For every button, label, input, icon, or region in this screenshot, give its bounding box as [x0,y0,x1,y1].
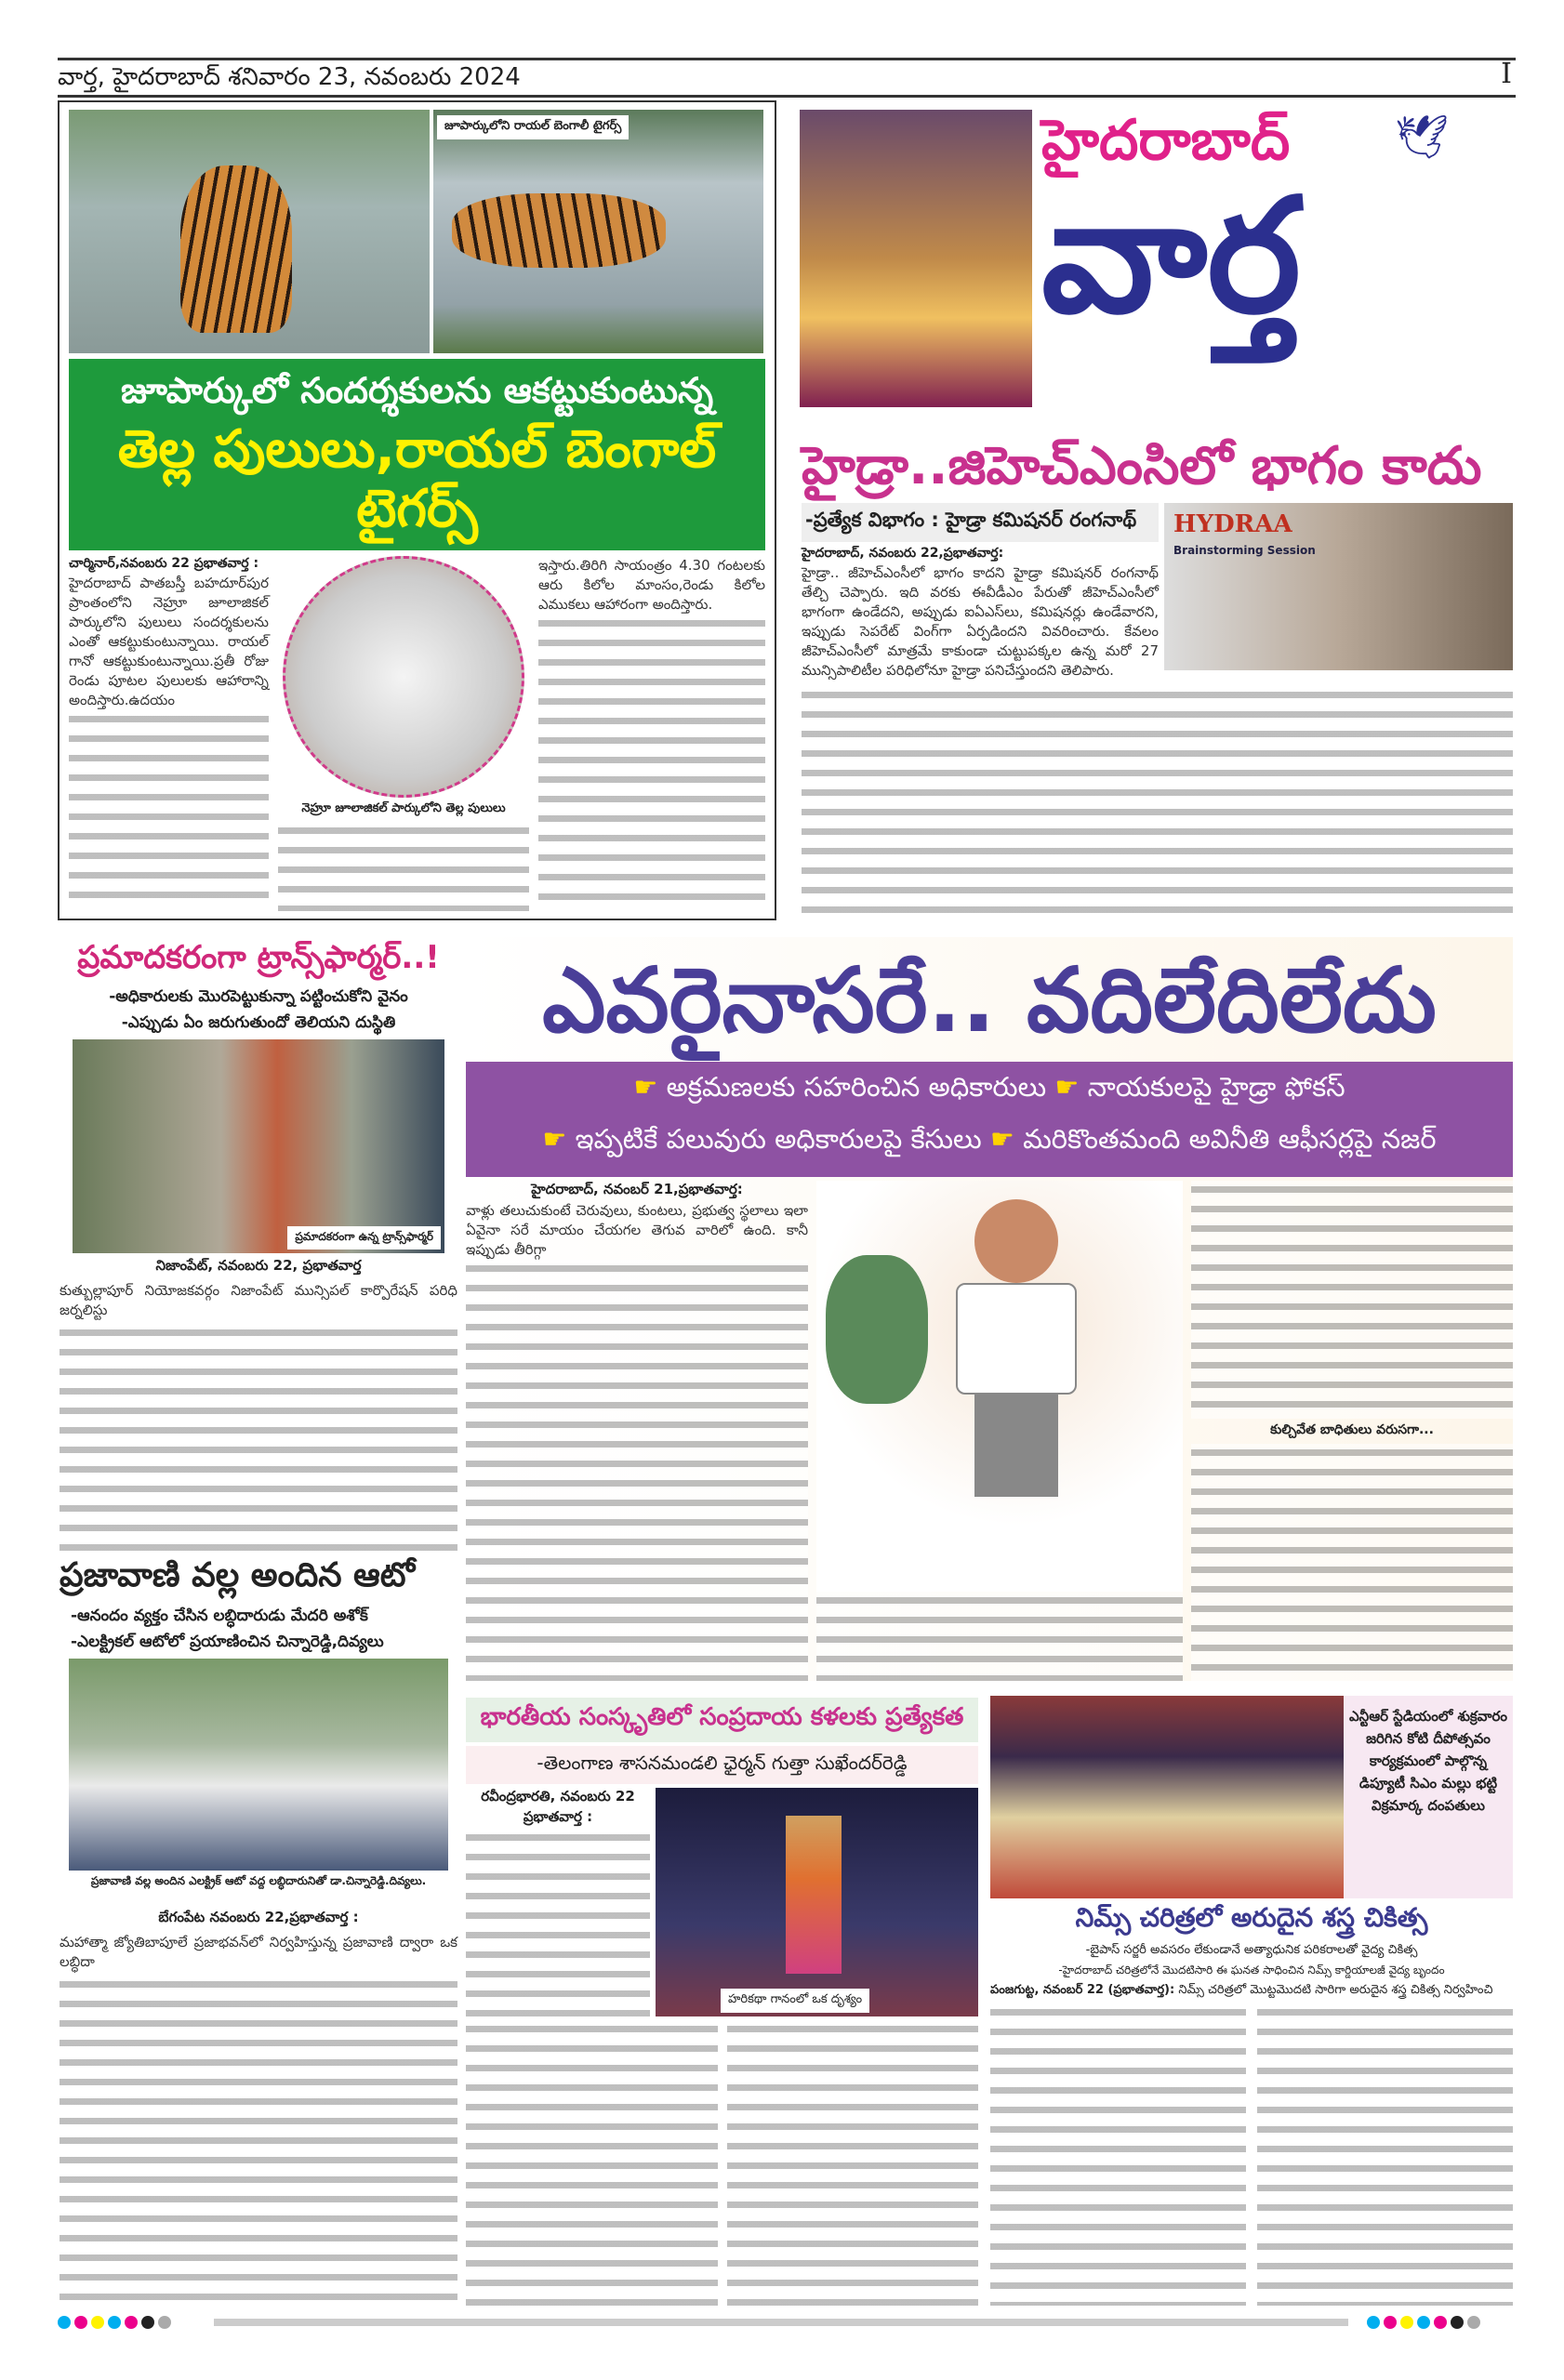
registration-dot [158,2316,171,2329]
tigers-body-2: ఇస్తారు.తిరిగి సాయంత్రం 4.30 గంటలకు ఆరు కిలోల మాంసం,రెండు కిలోల ఎముకలు ఆహారంగా అందిస్తారు. [538,557,765,614]
pointing-hand-icon: ☛ [542,1123,567,1155]
tiger-photo-1 [69,110,430,353]
culture-body-side [466,1829,650,2016]
masthead-name: వార్త [1041,165,1301,349]
pointing-hand-icon: ☛ [633,1071,658,1103]
transformer-headline: ప్రమాదకరంగా ట్రాన్స్‌ఫార్మర్..! [77,939,440,976]
registration-dot [141,2316,154,2329]
registration-dot [58,2316,71,2329]
white-tiger-photo [283,556,524,798]
nims-body-col2 [1257,2003,1513,2306]
transformer-sub-2: -ఎప్పుడు ఏం జరుగుతుందో తెలియని దుస్థితి [121,1013,396,1032]
masthead-city: హైదరాబాద్ [1041,108,1291,173]
registration-marks-left [58,2315,175,2333]
prajavani-sub-1: -ఆనందం వ్యక్తం చేసిన లబ్ధిదారుడు మేదరి అశోక్ [71,1606,368,1625]
deepotsavam-photo [990,1696,1344,1898]
nims-headline: నిమ్స్ చరిత్రలో అరుదైన శస్త్ర చికిత్స [1075,1902,1428,1933]
hydraa-body: హైడ్రా.. జీహెచ్ఎంసీలో భాగం కాదని హైడ్రా కమిషనర్ రంగనాథ్ తేల్చి చెప్పారు. ఇది వరకు ఈవీడీఎం పేరుతో జీహెచ్ఎంసీలో భాగంగా ఉండేదని, అప్పుడు ఐఏఎస్‌లు, కమిషనర్లు ఉండేవారని, ఇప్పుడు సెపరేట్ వింగ్‌గా ఏర్పడిందని వివరించారు. కేవలం జీహెచ్ఎంసీలో మాత్రమే కాకుండా చుట్టుపక్కల ఉన్న మరో 27 మున్సిపాలిటీల పరిధిలోనూ హైడ్రా పనిచేస్తుందని తెలిపారు. [802,564,1159,680]
tigers-body-2-cont [538,615,765,911]
tiger-photo-2 [433,110,763,353]
registration-bar [214,2319,1348,2326]
nims-sub-1: -బైపాస్ సర్జరీ అవసరం లేకుండానే అత్యాధునిక పరికరాలతో వైద్య చికిత్స [1085,1943,1418,1957]
registration-dot [1367,2316,1380,2329]
lead-body-right-cont [1191,1444,1513,1682]
hydraa-body-cont [802,686,1513,916]
tigers-headline: తెల్ల పులులు,రాయల్ బెంగాల్ టైగర్స్ [117,418,717,539]
transformer-body: కుత్బుల్లాపూర్ నియోజకవర్గం నిజాంపేట్ మున్సిపల్ కార్పొరేషన్ పరిధి జర్నలిస్టు [60,1282,457,1318]
registration-dot [1417,2316,1430,2329]
lead-body-mid [816,1592,1183,1681]
prajavani-body: మహాత్మా జ్యోతిబాపూలే ప్రజాభవన్‌లో నిర్వహిస్తున్న ప్రజావాణి ద్వారా ఒక లబ్ధిదా [60,1934,457,1970]
culture-subhead: -తెలంగాణ శాసనమండలి ఛైర్మన్ గుత్తా సుఖేందర్‌రెడ్డి [466,1746,978,1784]
lead-bullet-3: ఇప్పటికే పలువురు అధికారులపై కేసులు [575,1123,982,1155]
lead-body: వాళ్లు తలుచుకుంటే చెరువులు, కుంటలు, ప్రభుత్వ స్థలాలు ఇలా ఏవైనా సరే మాయం చేయగల తెగువ వారిలో ఉంది. కానీ ఇప్పుడు తీరిగ్గా [466,1202,808,1258]
registration-dot [91,2316,104,2329]
lead-headline: ఎవరైనాసరే.. వదిలేదిలేదు [542,948,1437,1052]
hydraa-banner-sub: Brainstorming Session [1173,544,1316,558]
lead-bullet-2: నాయకులపై హైడ్రా ఫోకస్ [1087,1071,1345,1103]
hydraa-dateline: హైదరాబాద్, నవంబరు 22,ప్రభాతవార్త: [802,546,1004,562]
registration-dot [108,2316,121,2329]
registration-marks-right [1367,2315,1484,2333]
header-rule [58,95,1516,98]
registration-dot [1451,2316,1464,2329]
pointing-hand-icon: ☛ [989,1123,1014,1155]
nims-body-col1 [990,2003,1246,2306]
lead-dateline: హైదరాబాద్, నవంబర్ 21,ప్రభాతవార్త: [531,1181,743,1197]
lead-bullets-band [466,1062,1513,1177]
registration-dot [74,2316,87,2329]
pointing-hand-icon: ☛ [1054,1071,1080,1103]
transformer-dateline: నిజాంపేట్, నవంబరు 22, ప్రభాతవార్త [155,1257,362,1274]
tigers-body: హైదరాబాద్ పాతబస్తీ బహదూర్‌పుర ప్రాంతంలోని నెహ్రూ జూలాజికల్ పార్కులోని పులులు సందర్శకులను ఎంతో ఆకట్టుకుంటున్నాయి. రాయల్ గానో ఆకట్టుకుంటున్నాయి.ప్రతీ రోజు రెండు పూటల పులులకు ఆహారాన్ని అందిస్తారు.ఉదయం [69,575,269,709]
culture-dateline: రవీంద్రభారతి, నవంబరు 22 ప్రభాతవార్త : [481,1788,635,1825]
page-dateline: వార్త, హైదరాబాద్ శనివారం 23, నవంబరు 2024 [58,63,521,91]
registration-dot [1384,2316,1397,2329]
lead-body-right [1191,1181,1513,1419]
transformer-photo-caption: ప్రమాదకరంగా ఉన్న ట్రాన్స్‌ఫార్మర్ [287,1226,441,1250]
lead-story [466,937,1513,1681]
culture-body-col1 [466,2020,718,2306]
lead-bullet-1: అక్రమణలకు సహరించిన అధికారులు [666,1071,1047,1103]
white-tiger-caption: నెహ్రూ జూలాజికల్ పార్కులోని తెల్ల పులులు [301,801,506,816]
lead-body-cont [466,1260,808,1681]
corruption-cartoon [816,1181,1183,1592]
prajavani-body-cont [60,1976,457,2304]
tigers-body-mid [278,822,529,911]
tigers-story [58,100,776,920]
registration-dot [1434,2316,1447,2329]
deepotsavam-caption: ఎన్టీఆర్ స్టేడియంలో శుక్రవారం జరిగిన కోటి దీపోత్సవం కార్యక్రమంలో పాల్గొన్న డిప్యూటీ సిఎం మల్లు భట్టి విక్రమార్క దంపతులు [1344,1696,1513,1898]
charminar-photo [800,110,1032,407]
transformer-photo [73,1039,444,1253]
harikatha-photo [656,1788,978,2016]
nims-body: నిమ్స్ చరిత్రలో మొట్టమొదటి సారిగా అరుదైన శస్త్ర చికిత్స నిర్వహించి [1178,1983,1493,1997]
hydraa-headline: హైడ్రా..జిహెచ్ఎంసిలో భాగం కాదు [802,436,1482,496]
hydraa-banner-text: HYDRAA [1173,510,1292,539]
tigers-dateline: చార్మినార్,నవంబరు 22 ప్రభాతవార్త : [69,556,259,572]
hydraa-meeting-photo [1164,503,1513,670]
registration-dot [1400,2316,1413,2329]
prajavani-sub-2: -ఎలక్ట్రికల్ ఆటోలో ప్రయాణించిన చిన్నారెడ్డి,దివ్యలు [71,1633,384,1651]
tigers-headline-band [69,359,765,550]
tigers-body-cont [69,710,269,911]
lead-bullet-4: మరికొంతమంది అవినీతి ఆఫీసర్లపై నజర్ [1023,1123,1437,1155]
tigers-kicker: జూపార్కులో సందర్శకులను ఆకట్టుకుంటున్న [121,370,713,411]
tiger-photo-caption: జూపార్కులోని రాయల్ బెంగాలీ టైగర్స్ [437,115,629,139]
transformer-body-cont [60,1324,457,1551]
culture-headline: భారతీయ సంస్కృతిలో సంప్రదాయ కళలకు ప్రత్యేకత [466,1698,978,1742]
registration-dot [1467,2316,1480,2329]
dove-icon: 🕊 [1395,112,1450,162]
nims-sub-2: -హైదరాబాద్ చరిత్రలోనే మొదటిసారి ఈ ఘనత సాధించిన నిమ్స్ కార్డియాలజీ వైద్య బృందం [1058,1964,1445,1977]
prajavani-headline: ప్రజావాణి వల్ల అందిన ఆటో [60,1556,416,1594]
transformer-sub-1: -అధికారులకు మొరపెట్టుకున్నా పట్టించుకోని వైనం [109,987,408,1006]
page-number: I [1501,58,1512,90]
hydraa-subhead: -ప్రత్యేక విభాగం : హైడ్రా కమిషనర్ రంగనాథ్ [802,503,1159,542]
top-rule [58,58,1516,60]
harikatha-caption: హరికథా గానంలో ఒక దృశ్యం [721,1989,869,2013]
nims-dateline: పంజగుట్ట, నవంబర్ 22 (ప్రభాతవార్త): [990,1983,1175,1997]
culture-body-col2 [727,2020,979,2306]
registration-dot [125,2316,138,2329]
prajavani-photo-caption: ప్రజావాణి వల్ల అందిన ఎలక్ట్రిక్ ఆటో వద్ద లబ్ధిదారునితో డా.చిన్నారెడ్డి.దివ్యలు. [90,1874,427,1887]
lead-subhead-2: కుల్చివేత బాధితులు వరుసగా... [1270,1421,1434,1437]
prajavani-photo [69,1659,448,1871]
prajavani-dateline: బేగంపేట నవంబరు 22,ప్రభాతవార్త : [158,1909,359,1925]
